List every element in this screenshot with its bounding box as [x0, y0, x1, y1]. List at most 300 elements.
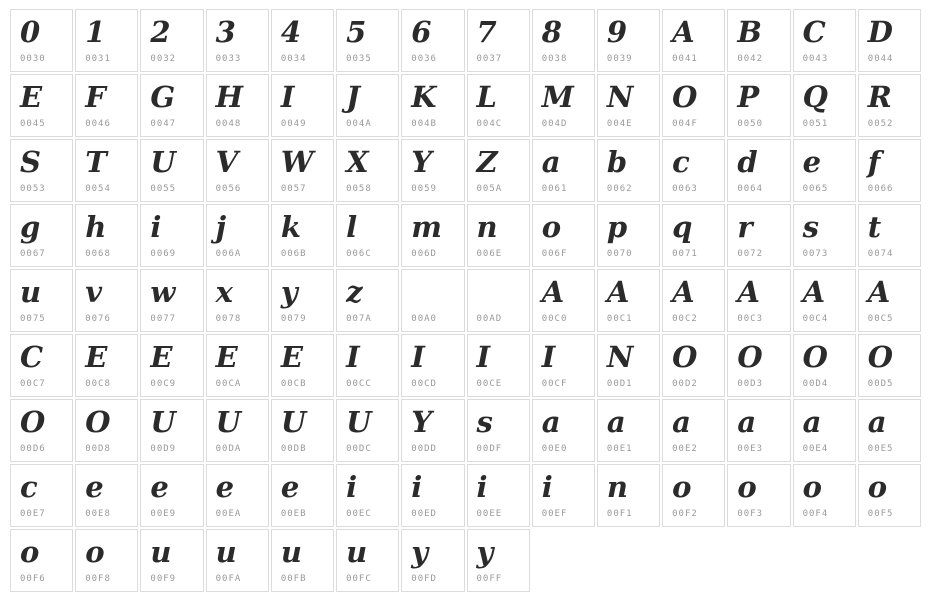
codepoint-label: 00FC	[346, 574, 372, 584]
glyph: f	[867, 145, 881, 179]
glyph: r	[737, 210, 753, 244]
glyph: O	[672, 340, 698, 374]
glyph-cell[interactable]	[75, 334, 138, 397]
glyph: b	[606, 145, 628, 179]
glyph-cell[interactable]	[662, 334, 725, 397]
codepoint-label: 00EF	[541, 509, 568, 519]
glyph: k	[280, 210, 301, 244]
glyph: c	[672, 145, 690, 179]
glyph-cell[interactable]	[532, 9, 595, 72]
codepoint-label: 0051	[802, 119, 829, 129]
codepoint-label: 00FA	[215, 574, 242, 584]
glyph-map	[10, 9, 921, 592]
codepoint-label: 0059	[411, 184, 437, 194]
codepoint-label: 0036	[411, 54, 437, 64]
codepoint-label: 00EB	[280, 509, 307, 519]
codepoint-label: 00F6	[20, 574, 46, 584]
codepoint-label: 00F4	[802, 509, 829, 519]
glyph: u	[280, 535, 302, 569]
codepoint-label: 00C7	[20, 379, 46, 389]
glyph-cell[interactable]	[467, 529, 530, 592]
glyph-cell[interactable]	[271, 269, 334, 332]
glyph-cell[interactable]	[467, 74, 530, 137]
glyph: g	[20, 210, 41, 244]
codepoint-label: 006F	[541, 249, 568, 259]
glyph-cell[interactable]	[140, 464, 203, 527]
glyph: A	[867, 275, 891, 309]
codepoint-label: 0034	[280, 54, 307, 64]
codepoint-label: 0069	[150, 249, 177, 259]
glyph: a	[867, 405, 887, 439]
glyph: m	[411, 210, 442, 244]
glyph-cell[interactable]	[532, 139, 595, 202]
glyph-cell[interactable]	[271, 399, 334, 462]
glyph-cell[interactable]	[140, 334, 203, 397]
glyph-cell[interactable]	[75, 529, 138, 592]
glyph-cell[interactable]	[597, 399, 660, 462]
codepoint-label: 00AD	[476, 314, 503, 324]
glyph: 0	[20, 15, 41, 49]
codepoint-label: 00EC	[346, 509, 372, 519]
glyph-cell[interactable]	[401, 9, 464, 72]
glyph-cell[interactable]	[662, 464, 725, 527]
glyph-cell[interactable]	[75, 204, 138, 267]
glyph-cell[interactable]	[662, 399, 725, 462]
glyph: I	[280, 80, 295, 114]
glyph-cell[interactable]	[336, 334, 399, 397]
glyph-cell[interactable]	[75, 399, 138, 462]
glyph-cell[interactable]	[140, 139, 203, 202]
glyph: h	[85, 210, 107, 244]
codepoint-label: 0054	[85, 184, 111, 194]
glyph: u	[20, 275, 42, 309]
glyph: w	[150, 275, 176, 309]
codepoint-label: 00FD	[411, 574, 437, 584]
glyph-cell[interactable]	[467, 399, 530, 462]
glyph-cell[interactable]	[401, 464, 464, 527]
glyph: i	[476, 470, 488, 504]
glyph: d	[737, 145, 758, 179]
glyph: S	[20, 145, 41, 179]
codepoint-label: 004D	[541, 119, 568, 129]
codepoint-label: 0071	[672, 249, 698, 259]
codepoint-label: 004A	[346, 119, 372, 129]
glyph-cell[interactable]	[10, 204, 73, 267]
glyph-cell[interactable]	[140, 74, 203, 137]
codepoint-label: 00E3	[737, 444, 764, 454]
glyph-cell[interactable]	[206, 399, 269, 462]
glyph: v	[85, 275, 103, 309]
codepoint-label: 00A0	[411, 314, 437, 324]
codepoint-label: 0058	[346, 184, 372, 194]
glyph: u	[346, 535, 368, 569]
codepoint-label: 00CD	[411, 379, 437, 389]
glyph-cell[interactable]	[336, 9, 399, 72]
codepoint-label: 005A	[476, 184, 503, 194]
codepoint-label: 0045	[20, 119, 46, 129]
glyph: o	[737, 470, 757, 504]
codepoint-label: 00DA	[215, 444, 242, 454]
glyph-cell[interactable]	[532, 334, 595, 397]
glyph-cell[interactable]	[858, 139, 921, 202]
glyph-cell[interactable]	[727, 9, 790, 72]
glyph: e	[280, 470, 300, 504]
codepoint-label: 00D5	[867, 379, 894, 389]
glyph-cell[interactable]	[336, 269, 399, 332]
glyph: E	[215, 340, 238, 374]
glyph-cell[interactable]	[206, 529, 269, 592]
codepoint-label: 00DB	[280, 444, 307, 454]
codepoint-label: 00D3	[737, 379, 764, 389]
glyph-cell[interactable]	[597, 204, 660, 267]
codepoint-label: 0050	[737, 119, 764, 129]
glyph-cell[interactable]	[793, 74, 856, 137]
codepoint-label: 0038	[541, 54, 568, 64]
glyph-cell[interactable]	[140, 204, 203, 267]
glyph-cell[interactable]	[597, 139, 660, 202]
glyph: P	[737, 80, 760, 114]
codepoint-label: 00C0	[541, 314, 568, 324]
glyph-cell[interactable]	[206, 9, 269, 72]
codepoint-label: 0048	[215, 119, 242, 129]
glyph-cell[interactable]	[271, 464, 334, 527]
codepoint-label: 00C9	[150, 379, 177, 389]
codepoint-label: 00F8	[85, 574, 111, 584]
codepoint-label: 0035	[346, 54, 372, 64]
codepoint-label: 0043	[802, 54, 829, 64]
glyph-cell[interactable]	[532, 74, 595, 137]
glyph-cell[interactable]	[532, 464, 595, 527]
glyph: a	[672, 405, 691, 439]
glyph-cell[interactable]	[10, 464, 73, 527]
glyph-cell[interactable]	[336, 464, 399, 527]
glyph-cell[interactable]	[271, 204, 334, 267]
glyph: s	[802, 210, 819, 244]
glyph-cell[interactable]	[727, 464, 790, 527]
codepoint-label: 00E8	[85, 509, 111, 519]
glyph: K	[411, 80, 437, 114]
glyph-cell[interactable]	[401, 399, 464, 462]
codepoint-label: 00ED	[411, 509, 437, 519]
glyph-cell[interactable]	[336, 74, 399, 137]
glyph-cell[interactable]	[336, 399, 399, 462]
glyph-cell[interactable]	[597, 334, 660, 397]
glyph: Z	[476, 145, 498, 179]
codepoint-label: 0049	[280, 119, 307, 129]
codepoint-label: 0075	[20, 314, 46, 324]
codepoint-label: 0073	[802, 249, 829, 259]
glyph: D	[867, 15, 893, 49]
glyph-cell[interactable]	[662, 139, 725, 202]
codepoint-label: 0037	[476, 54, 503, 64]
codepoint-label: 00D1	[606, 379, 633, 389]
codepoint-label: 00E4	[802, 444, 829, 454]
glyph-cell[interactable]	[793, 399, 856, 462]
codepoint-label: 00EA	[215, 509, 242, 519]
codepoint-label: 0041	[672, 54, 698, 64]
codepoint-label: 0044	[867, 54, 894, 64]
glyph: e	[85, 470, 104, 504]
glyph: B	[737, 15, 762, 49]
glyph-cell[interactable]	[10, 9, 73, 72]
glyph: u	[215, 535, 237, 569]
glyph-cell[interactable]	[206, 464, 269, 527]
glyph: W	[280, 145, 314, 179]
glyph: V	[215, 145, 239, 179]
glyph-cell[interactable]	[858, 74, 921, 137]
glyph-cell[interactable]	[662, 9, 725, 72]
codepoint-label: 0062	[606, 184, 633, 194]
codepoint-label: 00D9	[150, 444, 177, 454]
codepoint-label: 0033	[215, 54, 242, 64]
glyph-cell[interactable]	[597, 464, 660, 527]
glyph: l	[346, 210, 358, 244]
glyph: U	[150, 405, 176, 439]
codepoint-label: 00C3	[737, 314, 764, 324]
codepoint-label: 0042	[737, 54, 764, 64]
glyph-cell[interactable]	[793, 269, 856, 332]
glyph-cell[interactable]	[858, 269, 921, 332]
codepoint-label: 006C	[346, 249, 372, 259]
glyph-cell[interactable]	[271, 529, 334, 592]
glyph: E	[150, 340, 173, 374]
glyph: M	[541, 80, 574, 114]
glyph-cell[interactable]	[662, 269, 725, 332]
glyph-cell[interactable]	[793, 204, 856, 267]
codepoint-label: 0072	[737, 249, 764, 259]
glyph-cell[interactable]	[10, 74, 73, 137]
codepoint-label: 0039	[606, 54, 633, 64]
glyph	[468, 270, 529, 314]
codepoint-label: 00D2	[672, 379, 698, 389]
codepoint-label: 00D8	[85, 444, 111, 454]
codepoint-label: 00C1	[606, 314, 633, 324]
glyph-cell[interactable]	[727, 74, 790, 137]
glyph-cell[interactable]	[858, 204, 921, 267]
glyph: o	[541, 210, 562, 244]
glyph: q	[672, 210, 693, 244]
codepoint-label: 0046	[85, 119, 111, 129]
glyph: 9	[606, 15, 628, 49]
glyph-cell[interactable]	[467, 464, 530, 527]
glyph: 5	[346, 15, 367, 49]
glyph-cell[interactable]	[793, 464, 856, 527]
glyph: N	[606, 80, 634, 114]
glyph: A	[737, 275, 760, 309]
glyph: e	[802, 145, 822, 179]
glyph: A	[606, 275, 630, 309]
glyph: O	[802, 340, 828, 374]
glyph: s	[476, 405, 493, 439]
glyph-cell[interactable]	[401, 204, 464, 267]
codepoint-label: 0063	[672, 184, 698, 194]
glyph-cell[interactable]	[336, 139, 399, 202]
codepoint-label: 0057	[280, 184, 307, 194]
codepoint-label: 00DC	[346, 444, 372, 454]
codepoint-label: 00CF	[541, 379, 568, 389]
codepoint-label: 0031	[85, 54, 111, 64]
glyph: I	[411, 340, 425, 374]
codepoint-label: 00CE	[476, 379, 503, 389]
glyph-cell[interactable]	[597, 269, 660, 332]
glyph-cell[interactable]	[206, 204, 269, 267]
glyph-cell[interactable]	[727, 204, 790, 267]
glyph: I	[476, 340, 491, 374]
glyph-cell[interactable]	[271, 74, 334, 137]
glyph: n	[606, 470, 629, 504]
glyph: i	[411, 470, 423, 504]
codepoint-label: 00F5	[867, 509, 894, 519]
glyph: e	[215, 470, 235, 504]
glyph-cell[interactable]	[10, 529, 73, 592]
glyph-cell[interactable]	[727, 334, 790, 397]
glyph-cell[interactable]	[858, 334, 921, 397]
glyph-cell[interactable]	[467, 204, 530, 267]
glyph: E	[20, 80, 43, 114]
glyph: y	[280, 275, 298, 309]
glyph: 7	[476, 15, 497, 49]
glyph-cell[interactable]	[467, 139, 530, 202]
glyph-cell[interactable]	[75, 74, 138, 137]
glyph-cell[interactable]	[467, 269, 530, 332]
glyph-cell[interactable]	[336, 204, 399, 267]
glyph-cell[interactable]	[401, 74, 464, 137]
glyph-cell[interactable]	[793, 9, 856, 72]
glyph-cell[interactable]	[271, 139, 334, 202]
glyph-cell[interactable]	[206, 334, 269, 397]
glyph: t	[867, 210, 882, 244]
glyph: J	[346, 80, 360, 114]
glyph: a	[606, 405, 626, 439]
glyph-cell[interactable]	[206, 74, 269, 137]
glyph: F	[85, 80, 106, 114]
codepoint-label: 00C8	[85, 379, 111, 389]
glyph-cell[interactable]	[140, 269, 203, 332]
glyph-cell[interactable]	[793, 334, 856, 397]
glyph: O	[85, 405, 111, 439]
glyph-cell[interactable]	[75, 9, 138, 72]
codepoint-label: 0067	[20, 249, 46, 259]
glyph: a	[802, 405, 822, 439]
glyph: 3	[215, 15, 236, 49]
glyph: y	[411, 535, 429, 569]
glyph-cell[interactable]	[858, 9, 921, 72]
glyph: I	[346, 340, 360, 374]
glyph-cell[interactable]	[467, 9, 530, 72]
glyph	[402, 270, 463, 314]
glyph-cell[interactable]	[10, 139, 73, 202]
glyph-cell[interactable]	[75, 139, 138, 202]
glyph-cell[interactable]	[532, 399, 595, 462]
glyph-cell[interactable]	[401, 269, 464, 332]
glyph-cell[interactable]	[727, 269, 790, 332]
glyph-cell[interactable]	[858, 399, 921, 462]
codepoint-label: 00E1	[606, 444, 633, 454]
glyph: i	[150, 210, 162, 244]
codepoint-label: 0074	[867, 249, 894, 259]
glyph-cell[interactable]	[140, 399, 203, 462]
codepoint-label: 0079	[280, 314, 307, 324]
glyph-cell[interactable]	[401, 529, 464, 592]
glyph: z	[346, 275, 363, 309]
glyph-cell[interactable]	[597, 9, 660, 72]
codepoint-label: 007A	[346, 314, 372, 324]
codepoint-label: 0056	[215, 184, 242, 194]
glyph-cell[interactable]	[532, 269, 595, 332]
glyph: Y	[411, 405, 432, 439]
glyph: I	[541, 340, 556, 374]
glyph: Q	[802, 80, 828, 114]
codepoint-label: 0052	[867, 119, 894, 129]
codepoint-label: 00C5	[867, 314, 894, 324]
glyph-cell[interactable]	[597, 74, 660, 137]
glyph-cell[interactable]	[140, 529, 203, 592]
glyph: X	[346, 145, 369, 179]
glyph: L	[476, 80, 497, 114]
glyph: u	[150, 535, 172, 569]
glyph: E	[280, 340, 303, 374]
codepoint-label: 00DD	[411, 444, 437, 454]
glyph: O	[20, 405, 46, 439]
glyph: C	[802, 15, 826, 49]
codepoint-label: 00C2	[672, 314, 698, 324]
glyph: C	[20, 340, 44, 374]
codepoint-label: 0055	[150, 184, 177, 194]
glyph-cell[interactable]	[858, 464, 921, 527]
glyph-cell[interactable]	[75, 464, 138, 527]
glyph-cell[interactable]	[727, 399, 790, 462]
glyph-cell[interactable]	[532, 204, 595, 267]
glyph: o	[20, 535, 40, 569]
glyph-cell[interactable]	[271, 334, 334, 397]
glyph-cell[interactable]	[662, 74, 725, 137]
glyph: A	[672, 15, 695, 49]
codepoint-label: 006D	[411, 249, 437, 259]
glyph: 2	[150, 15, 171, 49]
glyph-cell[interactable]	[10, 334, 73, 397]
glyph-cell[interactable]	[10, 399, 73, 462]
codepoint-label: 00E2	[672, 444, 698, 454]
glyph-cell[interactable]	[727, 139, 790, 202]
glyph: T	[85, 145, 107, 179]
glyph-cell[interactable]	[401, 139, 464, 202]
glyph: O	[867, 340, 894, 374]
glyph-cell[interactable]	[75, 269, 138, 332]
codepoint-label: 004E	[606, 119, 633, 129]
glyph-cell[interactable]	[467, 334, 530, 397]
glyph: o	[802, 470, 822, 504]
glyph-cell[interactable]	[206, 139, 269, 202]
glyph-cell[interactable]	[793, 139, 856, 202]
glyph-cell[interactable]	[662, 204, 725, 267]
glyph: a	[541, 405, 561, 439]
glyph: 1	[85, 15, 106, 49]
glyph: 8	[541, 15, 562, 49]
glyph-cell[interactable]	[10, 269, 73, 332]
glyph: A	[802, 275, 826, 309]
glyph: 4	[280, 15, 302, 49]
glyph-cell[interactable]	[336, 529, 399, 592]
glyph-cell[interactable]	[401, 334, 464, 397]
codepoint-label: 00E7	[20, 509, 46, 519]
glyph-cell[interactable]	[140, 9, 203, 72]
codepoint-label: 0032	[150, 54, 177, 64]
glyph: N	[606, 340, 634, 374]
glyph: p	[606, 210, 628, 244]
glyph-cell[interactable]	[271, 9, 334, 72]
glyph: y	[476, 535, 494, 569]
glyph-cell[interactable]	[206, 269, 269, 332]
